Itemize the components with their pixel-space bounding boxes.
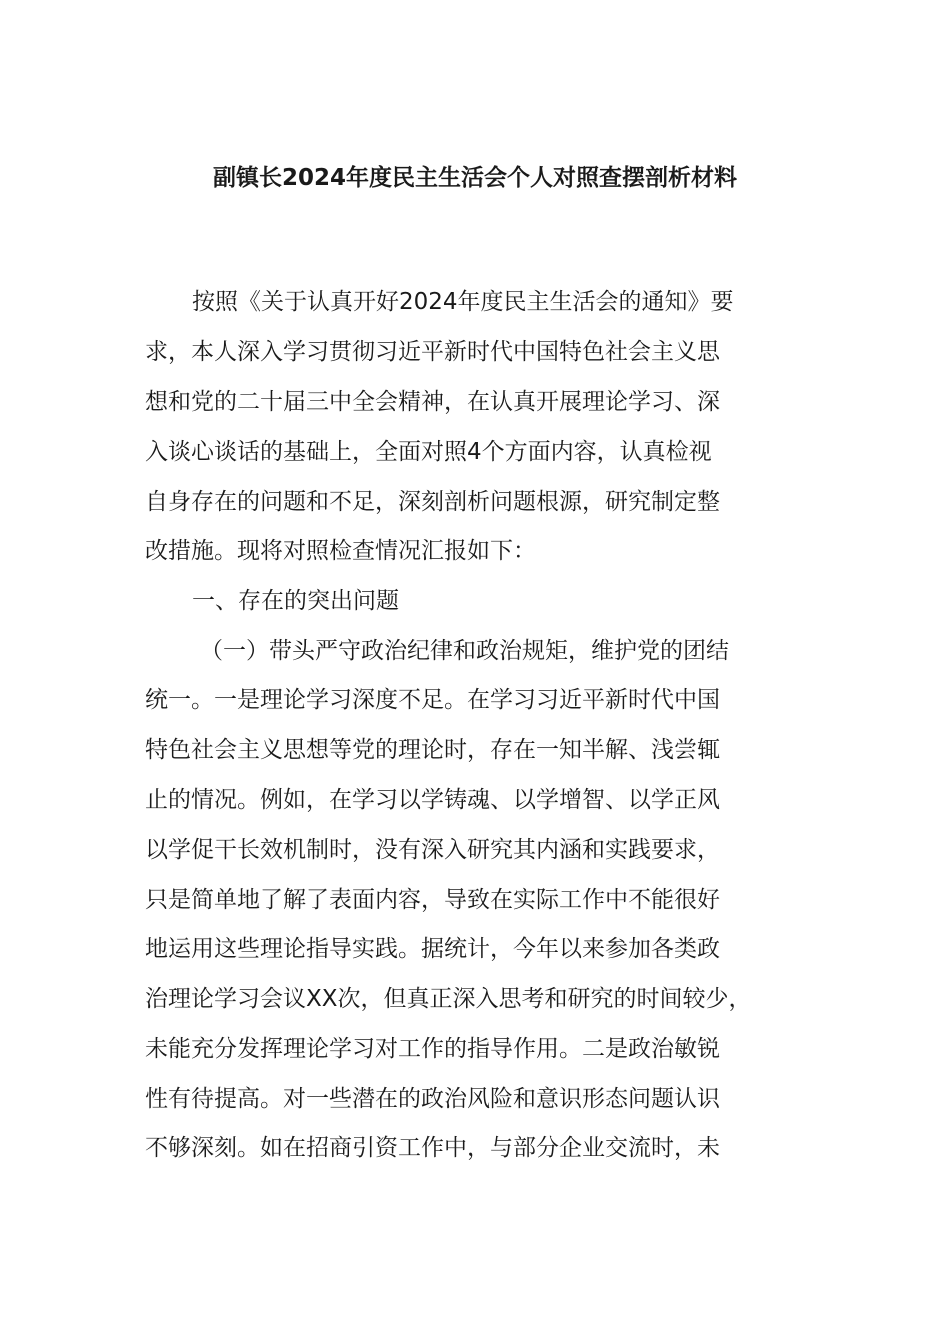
body-line-15: 治理论学习会议XX次，但真正深入思考和研究的时间较少， <box>145 986 752 1012</box>
subsection-line-1: （一）带头严守政治纪律和政治规矩，维护党的团结 <box>200 638 729 664</box>
body-line-14: 地运用这些理论指导实践。据统计，今年以来参加各类政 <box>145 936 720 962</box>
document-title: 副镇长2024年度民主生活会个人对照查摆剖析材料 <box>212 165 737 191</box>
body-line-6: 改措施。现将对照检查情况汇报如下： <box>145 538 536 564</box>
body-line-2: 求，本人深入学习贯彻习近平新时代中国特色社会主义思 <box>145 339 720 365</box>
body-line-4: 入谈心谈话的基础上，全面对照4个方面内容，认真检视 <box>145 439 712 465</box>
body-line-1: 按照《关于认真开好2024年度民主生活会的通知》要 <box>192 289 734 315</box>
body-line-5: 自身存在的问题和不足，深刻剖析问题根源，研究制定整 <box>145 489 720 515</box>
section-heading: 一、存在的突出问题 <box>192 588 399 614</box>
body-line-13: 只是简单地了解了表面内容，导致在实际工作中不能很好 <box>145 887 720 913</box>
body-line-17: 性有待提高。对一些潜在的政治风险和意识形态问题认识 <box>145 1086 720 1112</box>
body-line-11: 止的情况。例如，在学习以学铸魂、以学增智、以学正风 <box>145 787 720 813</box>
body-line-12: 以学促干长效机制时，没有深入研究其内涵和实践要求， <box>145 837 720 863</box>
body-line-18: 不够深刻。如在招商引资工作中，与部分企业交流时，未 <box>145 1135 720 1161</box>
body-line-3: 想和党的二十届三中全会精神，在认真开展理论学习、深 <box>145 389 720 415</box>
body-line-16: 未能充分发挥理论学习对工作的指导作用。二是政治敏锐 <box>145 1036 720 1062</box>
body-line-9: 统一。一是理论学习深度不足。在学习习近平新时代中国 <box>145 687 720 713</box>
body-line-10: 特色社会主义思想等党的理论时，存在一知半解、浅尝辄 <box>145 737 720 763</box>
